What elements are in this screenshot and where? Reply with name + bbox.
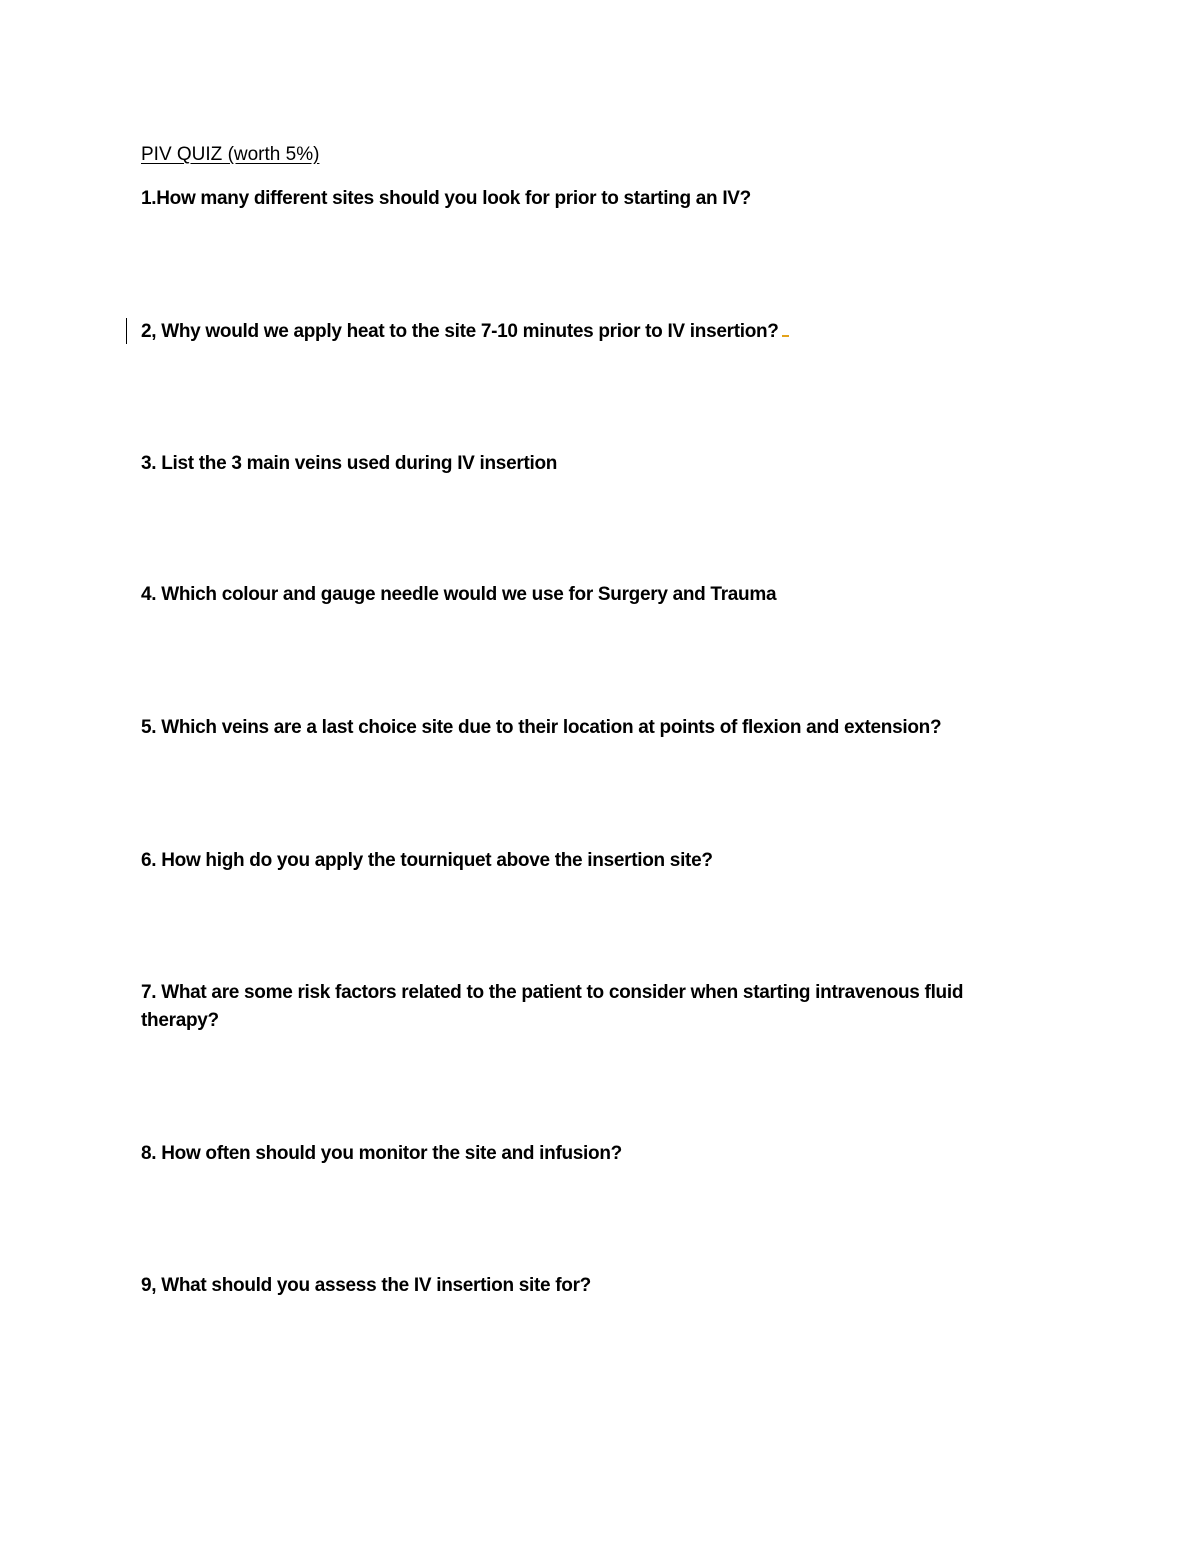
question-2-text: 2, Why would we apply heat to the site 7-10 minutes prior to IV insertion? (141, 321, 779, 342)
question-1: 1.How many different sites should you look for prior to starting an IV? (141, 188, 751, 209)
question-3: 3. List the 3 main veins used during IV insertion (141, 453, 558, 474)
question-6: 6. How high do you apply the tourniquet above the insertion site? (141, 850, 713, 871)
question-7: 7. What are some risk factors related to the patient to consider when starting intravenous fluid therapy? (141, 982, 964, 1031)
text-cursor (126, 318, 127, 344)
revision-mark (782, 335, 789, 337)
question-5: 5. Which veins are a last choice site due to their location at points of flexion and extension? (141, 717, 942, 738)
question-4: 4. Which colour and gauge needle would we use for Surgery and Trauma (141, 584, 777, 605)
question-8: 8. How often should you monitor the site and infusion? (141, 1143, 622, 1164)
quiz-title: PIV QUIZ (worth 5%) (141, 144, 320, 165)
question-2 (141, 318, 789, 346)
question-9: 9, What should you assess the IV insertion site for? (141, 1275, 591, 1296)
